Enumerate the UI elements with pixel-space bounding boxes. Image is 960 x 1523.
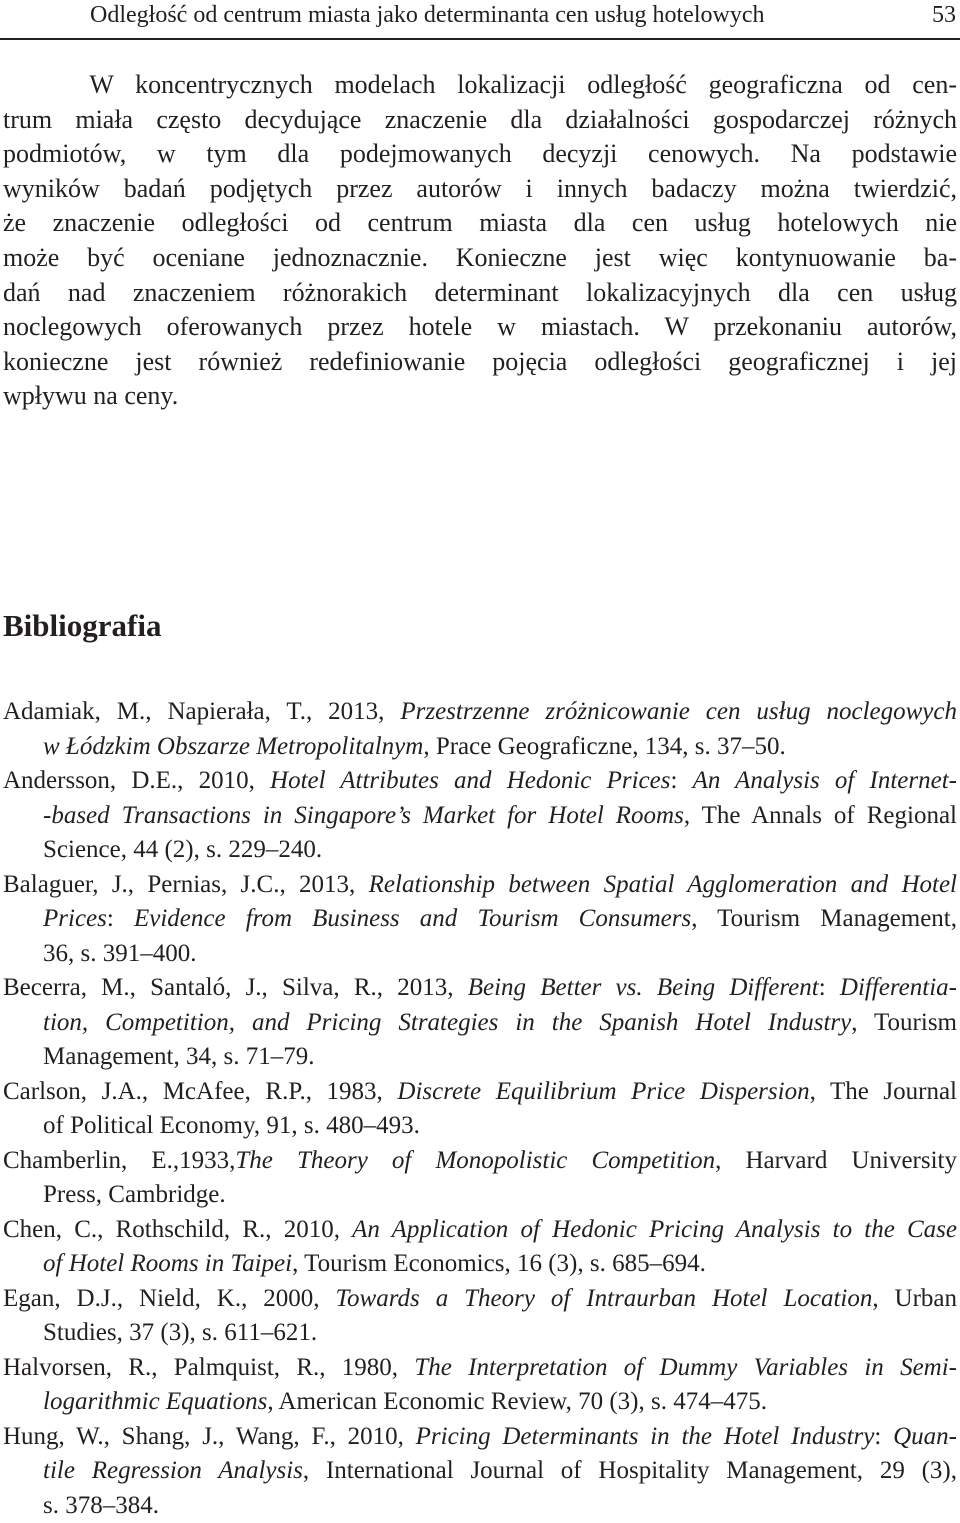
citation-text: Studies, 37 (3), s. 611–621. <box>43 1319 318 1346</box>
citation-title: An Application of Hedonic Pricing Analysis to the Case <box>352 1215 957 1243</box>
bibliography-entry <box>3 1351 957 1385</box>
citation-text: Chamberlin, E.,1933, <box>3 1146 236 1174</box>
citation-title: tile Regression Analysis <box>43 1457 303 1484</box>
citation-text: , American Economic Review, 70 (3), s. 474–475. <box>267 1388 767 1415</box>
citation-text: : <box>818 974 840 1001</box>
citation-text: Egan, D.J., Nield, K., 2000, <box>3 1284 336 1312</box>
citation-text: , International Journal of Hospitality Management, 29 (3), <box>302 1457 957 1484</box>
bibliography-heading: Bibliografia <box>3 608 162 643</box>
citation-text: , Prace Geograficzne, 134, s. 37–50. <box>423 732 786 760</box>
bibliography-entry <box>3 1213 957 1247</box>
bibliography-entry-continuation <box>43 1247 957 1281</box>
bibliography-entry-continuation <box>43 833 957 867</box>
paragraph-line: wpływu na ceny. <box>3 381 179 411</box>
citation-text: , Harvard University <box>715 1146 957 1174</box>
citation-text: Carlson, J.A., McAfee, R.P., 1983, <box>3 1077 398 1105</box>
bibliography-entry-continuation <box>43 1006 957 1040</box>
bibliography-entry <box>3 1075 957 1109</box>
running-title: Odległość od centrum miasta jako determinanta cen usług hotelowych <box>90 2 765 28</box>
citation-title: Differentia- <box>839 974 957 1001</box>
citation-text: Balaguer, J., Pernias, J.C., 2013, <box>3 870 369 898</box>
citation-text: Chen, C., Rothschild, R., 2010, <box>3 1215 353 1243</box>
citation-title: w Łódzkim Obszarze Metropolitalnym <box>43 732 424 760</box>
citation-text: , Tourism Management, <box>691 905 958 932</box>
paragraph-line: wyników badań podjętych przez autorów i innych badaczy można twierdzić, <box>3 173 957 203</box>
citation-title: Przestrzenne zróżnicowanie cen usług noclegowych <box>400 698 957 725</box>
citation-title: -based Transactions in Singapore’s Market for Hotel Rooms <box>43 801 684 829</box>
citation-text: Management, 34, s. 71–79. <box>43 1043 315 1070</box>
bibliography-entry <box>3 764 957 798</box>
citation-title: Hotel Attributes and Hedonic Prices <box>270 767 671 794</box>
citation-text: Adamiak, M., Napierała, T., 2013, <box>3 698 401 725</box>
paragraph-line: podmiotów, w tym dla podejmowanych decyzji cenowych. Na podstawie <box>3 139 957 169</box>
citation-title: Pricing Determinants in the Hotel Industry <box>415 1422 875 1450</box>
bibliography-entry-continuation <box>43 1178 957 1212</box>
citation-text: : <box>670 767 693 794</box>
bibliography-entry-continuation <box>43 1454 957 1488</box>
citation-title: Prices <box>43 905 107 932</box>
citation-title: Evidence from Business and Tourism Consumers <box>133 905 692 932</box>
bibliography-entry-continuation <box>43 1385 957 1419</box>
citation-title: logarithmic Equations <box>43 1388 268 1415</box>
citation-text: 36, s. 391–400. <box>43 939 197 967</box>
bibliography-entry <box>3 1420 957 1454</box>
citation-title: of Hotel Rooms in Taipei <box>43 1250 293 1277</box>
paragraph-line: konieczne jest również redefiniowanie pojęcia odległości geograficznej i jej <box>3 346 957 376</box>
bibliography-entry <box>3 1282 957 1316</box>
citation-text: Andersson, D.E., 2010, <box>3 767 271 794</box>
citation-text: : <box>874 1422 894 1450</box>
citation-text: of Political Economy, 91, s. 480–493. <box>43 1112 420 1139</box>
citation-title: Discrete Equilibrium Price Dispersion <box>397 1077 810 1105</box>
citation-title: An Analysis of Internet- <box>692 767 958 794</box>
bibliography-entry-continuation <box>43 937 957 971</box>
running-header <box>0 0 960 40</box>
citation-text: : <box>106 905 134 932</box>
bibliography-entry-continuation <box>43 1109 957 1143</box>
citation-text: s. 378–384. <box>43 1491 159 1519</box>
paragraph-line: dań nad znaczeniem różnorakich determinant lokalizacyjnych dla cen usług <box>3 277 957 307</box>
paragraph-line: trum miała często decydujące znaczenie dla działalności gospodarczej różnych <box>3 104 957 134</box>
bibliography-entry <box>3 971 957 1005</box>
citation-title: Towards a Theory of Intraurban Hotel Location <box>335 1284 873 1312</box>
citation-title: The Interpretation of Dummy Variables in Semi- <box>414 1353 957 1381</box>
citation-title: Being Better vs. Being Different <box>467 974 819 1001</box>
citation-title: tion, Competition, and Pricing Strategies in the Spanish Hotel Industry <box>43 1008 852 1036</box>
bibliography-entry-continuation <box>43 730 957 764</box>
citation-text: Hung, W., Shang, J., Wang, F., 2010, <box>3 1422 416 1450</box>
citation-text: , Urban <box>872 1284 958 1312</box>
citation-text: Becerra, M., Santaló, J., Silva, R., 2013, <box>3 974 468 1001</box>
paragraph-line: że znaczenie odległości od centrum miasta dla cen usług hotelowych nie <box>3 208 957 238</box>
citation-text: , The Journal <box>809 1077 958 1105</box>
citation-title: The Theory of Monopolistic Competition <box>235 1146 716 1174</box>
citation-text: Science, 44 (2), s. 229–240. <box>43 836 323 863</box>
bibliography-entry <box>3 1144 957 1178</box>
citation-text: Press, Cambridge. <box>43 1181 226 1208</box>
bibliography-entry-continuation <box>43 902 957 936</box>
bibliography-entry <box>3 868 957 902</box>
bibliography-entry-continuation <box>43 1316 957 1350</box>
bibliography-entry-continuation <box>43 1489 957 1523</box>
citation-text: , Tourism Economics, 16 (3), s. 685–694. <box>292 1250 706 1277</box>
citation-title: Relationship between Spatial Agglomeration and Hotel <box>368 870 957 898</box>
bibliography-entry-continuation <box>43 1040 957 1074</box>
citation-title: Quan- <box>893 1422 957 1450</box>
citation-text: , Tourism <box>851 1008 957 1036</box>
citation-text: , The Annals of Regional <box>683 801 958 829</box>
citation-text: Halvorsen, R., Palmquist, R., 1980, <box>3 1353 415 1381</box>
paragraph-line: noclegowych oferowanych przez hotele w miastach. W przekonaniu autorów, <box>3 312 957 342</box>
paragraph-line: W koncentrycznych modelach lokalizacji odległość geograficzna od cen- <box>3 70 957 99</box>
bibliography-entry <box>3 695 957 729</box>
paragraph-line: może być oceniane jednoznacznie. Konieczne jest więc kontynuowanie ba- <box>3 243 957 272</box>
bibliography-entry-continuation <box>43 799 957 833</box>
page-number: 53 <box>932 2 956 28</box>
